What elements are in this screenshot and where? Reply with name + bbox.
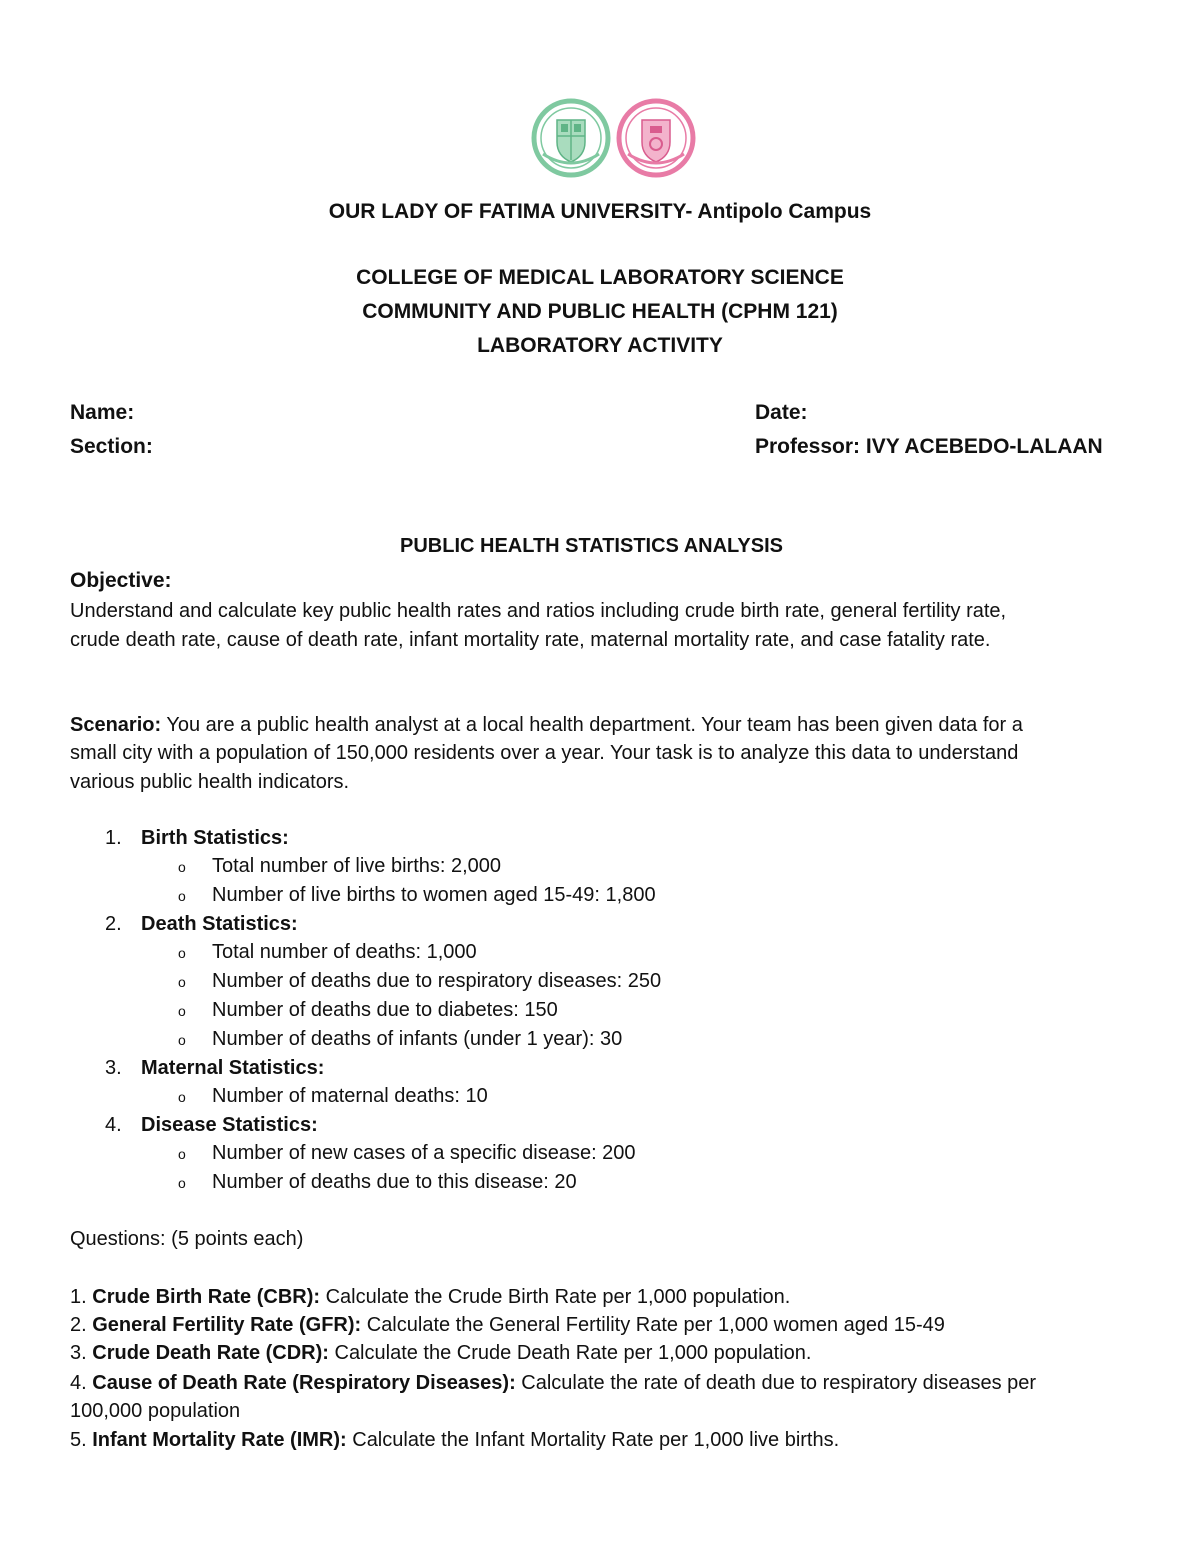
course-name: COMMUNITY AND PUBLIC HEALTH (CPHM 121) (362, 300, 838, 323)
university-name: OUR LADY OF FATIMA UNIVERSITY- Antipolo Campus (328, 200, 872, 223)
question-number: 3. (70, 1342, 93, 1364)
bullet-icon: o (178, 859, 186, 875)
list-item: Number of deaths due to diabetes: 150 (212, 999, 558, 1021)
list-item: Number of maternal deaths: 10 (212, 1085, 488, 1107)
activity-label: LABORATORY ACTIVITY (477, 334, 723, 357)
question-2 (70, 1313, 945, 1337)
question-term: Crude Birth Rate (CBR): (92, 1286, 321, 1308)
objective-line-1: Understand and calculate key public health rates and ratios including crude birth rate, general fertility rate, (70, 600, 1007, 622)
university-seal-green-icon (531, 98, 611, 178)
activity-title: PUBLIC HEALTH STATISTICS ANALYSIS (400, 535, 783, 557)
list-item: Number of deaths due to this disease: 20 (212, 1171, 577, 1193)
bullet-icon: o (178, 974, 186, 990)
bullet-icon: o (178, 945, 186, 961)
list-item: Number of live births to women aged 15-49: 1,800 (212, 884, 656, 906)
college-name: COLLEGE OF MEDICAL LABORATORY SCIENCE (356, 266, 844, 289)
maternal-statistics-heading: Maternal Statistics: (141, 1057, 325, 1079)
bullet-icon: o (178, 1146, 186, 1162)
question-5 (70, 1428, 839, 1452)
question-3 (70, 1341, 811, 1365)
question-term: General Fertility Rate (GFR): (92, 1314, 362, 1336)
birth-statistics-heading: Birth Statistics: (141, 827, 289, 849)
scenario-line-1 (70, 713, 1023, 737)
questions-intro: Questions: (5 points each) (70, 1228, 304, 1250)
bullet-icon: o (178, 888, 186, 904)
question-text: Calculate the Crude Death Rate per 1,000 population. (328, 1342, 812, 1364)
scenario-line-3: various public health indicators. (70, 771, 350, 793)
professor-label: Professor: IVY ACEBEDO-LALAAN (755, 435, 1103, 458)
scenario-text: You are a public health analyst at a local health department. Your team has been given data for a (161, 714, 1023, 736)
list-number: 4. (105, 1114, 122, 1136)
question-4 (70, 1371, 1036, 1395)
college-seal-pink-icon (616, 98, 696, 178)
question-1 (70, 1285, 790, 1309)
question-term: Infant Mortality Rate (IMR): (92, 1429, 347, 1451)
name-label: Name: (70, 401, 135, 424)
section-label: Section: (70, 435, 153, 458)
question-number: 1. (70, 1286, 93, 1308)
death-statistics-heading: Death Statistics: (141, 913, 298, 935)
question-term: Cause of Death Rate (Respiratory Diseases): (92, 1372, 516, 1394)
bullet-icon: o (178, 1032, 186, 1048)
list-item: Number of new cases of a specific disease: 200 (212, 1142, 636, 1164)
question-number: 2. (70, 1314, 93, 1336)
question-number: 5. (70, 1429, 93, 1451)
disease-statistics-heading: Disease Statistics: (141, 1114, 318, 1136)
list-item: Total number of deaths: 1,000 (212, 941, 477, 963)
question-4-continuation: 100,000 population (70, 1400, 241, 1422)
question-term: Crude Death Rate (CDR): (92, 1342, 329, 1364)
objective-line-2: crude death rate, cause of death rate, infant mortality rate, maternal mortality rate, and case fatality rate. (70, 629, 991, 651)
bullet-icon: o (178, 1003, 186, 1019)
scenario-line-2: small city with a population of 150,000 residents over a year. Your task is to analyze this data to understand (70, 742, 1019, 764)
question-text: Calculate the rate of death due to respiratory diseases per (515, 1372, 1037, 1394)
question-number: 4. (70, 1372, 93, 1394)
date-label: Date: (755, 401, 808, 424)
objective-heading: Objective: (70, 569, 172, 592)
question-text: Calculate the Crude Birth Rate per 1,000 population. (320, 1286, 791, 1308)
list-number: 3. (105, 1057, 122, 1079)
question-text: Calculate the General Fertility Rate per 1,000 women aged 15-49 (361, 1314, 945, 1336)
question-text: Calculate the Infant Mortality Rate per 1,000 live births. (346, 1429, 840, 1451)
list-number: 2. (105, 913, 122, 935)
bullet-icon: o (178, 1089, 186, 1105)
list-item: Number of deaths of infants (under 1 year): 30 (212, 1028, 623, 1050)
list-item: Number of deaths due to respiratory diseases: 250 (212, 970, 662, 992)
bullet-icon: o (178, 1175, 186, 1191)
list-item: Total number of live births: 2,000 (212, 855, 502, 877)
scenario-label: Scenario: (70, 714, 162, 736)
list-number: 1. (105, 827, 122, 849)
